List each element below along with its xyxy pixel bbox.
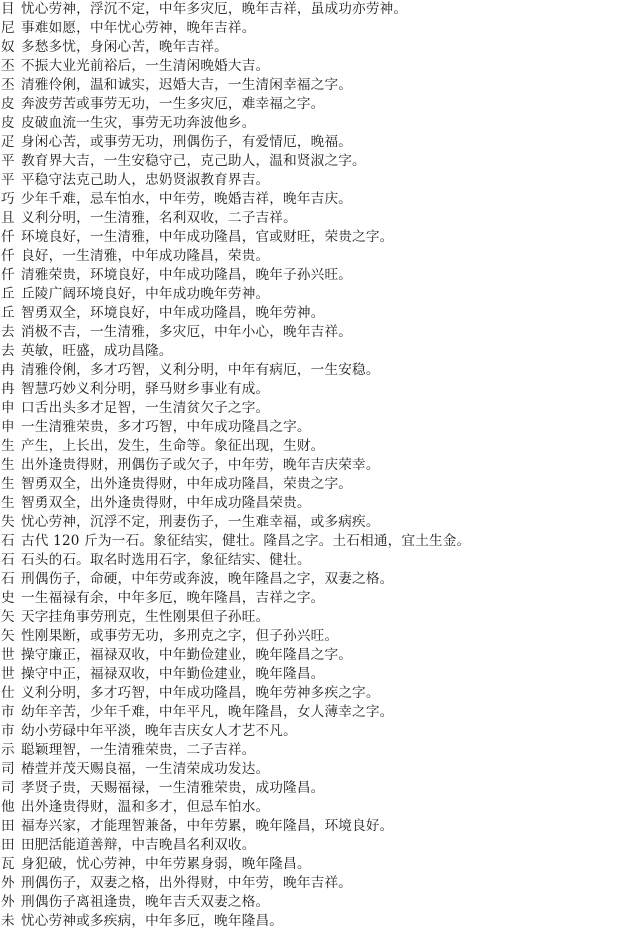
entry-character: 矢 [1,609,15,625]
entry-row [0,513,620,532]
entry-row [0,551,620,570]
entry-row [0,95,620,114]
entry-description: 清雅荣贵，环境良好，中年成功隆昌，晚年子孙兴旺。 [21,267,353,283]
entry-row [0,76,620,95]
entry-character: 去 [1,343,15,359]
entry-description: 刑偶伤子离祖逢贵，晚年吉夭双妻之格。 [21,894,270,910]
entry-character: 外 [1,894,15,910]
entry-character: 丘 [1,286,15,302]
entry-row [0,152,620,171]
entry-character: 皮 [1,115,15,131]
entry-character: 且 [1,210,15,226]
entry-character: 世 [1,666,15,682]
entry-description: 义利分明，多才巧智，中年成功隆昌，晚年劳神多疾之字。 [21,685,380,701]
entry-description: 天字挂角事劳刑克，生性刚果但子孙旺。 [21,609,270,625]
entry-row [0,247,620,266]
entry-description: 产生，上长出，发生，生命等。象征出现，生财。 [21,438,325,454]
entry-description: 良好，一生清雅，中年成功隆昌，荣贵。 [21,248,270,264]
entry-description: 教育界大吉，一生安稳守己，克己助人，温和贤淑之字。 [21,153,366,169]
entry-row [0,494,620,513]
entry-description: 孝贤子贵，天赐福禄，一生清雅荣贵，成功隆昌。 [21,780,325,796]
entry-row [0,855,620,874]
entry-character: 失 [1,514,15,530]
entry-description: 操守廉正，福禄双收，中年勤俭建业，晚年隆昌之字。 [21,647,353,663]
entry-row [0,0,620,19]
entry-row [0,741,620,760]
entry-description: 幼小劳碌中年平淡，晚年吉庆女人才艺不凡。 [21,723,297,739]
entry-description: 少年千难，忌车怕水，中年劳，晚婚吉祥，晚年吉庆。 [21,191,353,207]
entry-character: 申 [1,419,15,435]
entry-description: 椿萱并茂天赐良福，一生清荣成功发达。 [21,761,270,777]
entry-character: 外 [1,875,15,891]
entry-character: 田 [1,837,15,853]
entry-character: 石 [1,571,15,587]
entry-character: 生 [1,438,15,454]
entry-character: 仟 [1,229,15,245]
entry-character: 史 [1,590,15,606]
entry-character: 申 [1,400,15,416]
entry-character: 尼 [1,20,15,36]
entry-description: 义利分明，一生清雅，名利双收，二子吉祥。 [21,210,297,226]
entry-description: 忧心劳神，沉浮不定，刑妻伤子，一生难幸福，或多病疾。 [21,514,380,530]
entry-description: 忧心劳神或多疾病，中年多厄，晚年隆昌。 [21,913,284,929]
entry-character: 丘 [1,305,15,321]
entry-description: 一生福禄有余，中年多厄，晚年隆昌，吉祥之字。 [21,590,325,606]
entry-row [0,646,620,665]
entry-description: 不振大业光前裕后，一生清闲晚婚大吉。 [21,58,270,74]
entry-row [0,266,620,285]
entry-character: 示 [1,742,15,758]
entry-row [0,608,620,627]
entry-description: 口舌出头多才足智，一生清贫欠子之字。 [21,400,270,416]
entry-row [0,57,620,76]
entry-row [0,304,620,323]
entry-character: 他 [1,799,15,815]
entry-description: 出外逢贵得财，温和多才，但忌车怕水。 [21,799,270,815]
entry-character: 生 [1,476,15,492]
entry-row [0,874,620,893]
entry-description: 奔波劳苦或事劳无功，一生多灾厄，难幸福之字。 [21,96,325,112]
entry-row [0,570,620,589]
entry-character: 去 [1,324,15,340]
entry-description: 智勇双全，环境良好，中年成功隆昌，晚年劳神。 [21,305,325,321]
entry-character: 冉 [1,381,15,397]
entry-description: 平稳守法克己助人，忠奶贤淑教育界吉。 [21,172,270,188]
entry-description: 刑偶伤子，双妻之格，出外得财，中年劳，晚年吉祥。 [21,875,353,891]
entry-row [0,285,620,304]
entry-row [0,779,620,798]
entry-row [0,437,620,456]
entry-character: 石 [1,552,15,568]
entry-description: 聪颖理智，一生清雅荣贵，二子吉祥。 [21,742,256,758]
entry-description: 智慧巧妙义利分明，驿马财乡事业有成。 [21,381,270,397]
entry-description: 刑偶伤子，命硬，中年劳或奔波，晚年隆昌之字，双妻之格。 [21,571,394,587]
entry-character: 丕 [1,58,15,74]
entry-row [0,418,620,437]
entry-description: 智勇双全，出外逢贵得财，中年成功隆昌，荣贵之字。 [21,476,353,492]
entry-row [0,323,620,342]
entry-row [0,361,620,380]
entry-character: 市 [1,704,15,720]
entry-row [0,912,620,931]
entry-description: 忧心劳神，浮沉不定，中年多灾厄，晚年吉祥，虽成功亦劳神。 [21,1,408,17]
entry-description: 身闲心苦，或事劳无功，刑偶伤子，有爱情厄，晚福。 [21,134,353,150]
entry-character: 矢 [1,628,15,644]
entry-row [0,38,620,57]
entry-description: 福寿兴家，才能理智兼备，中年劳累，晚年隆昌，环境良好。 [21,818,394,834]
entry-description: 一生清雅荣贵，多才巧智，中年成功隆昌之字。 [21,419,311,435]
entry-row [0,760,620,779]
entry-row [0,703,620,722]
entry-character: 田 [1,818,15,834]
entry-description: 古代 120 斤为一石。象征结实，健壮。隆昌之字。土石相通，宜土生金。 [21,533,471,549]
entry-row [0,893,620,912]
entry-character: 石 [1,533,15,549]
entry-character: 司 [1,780,15,796]
entry-row [0,171,620,190]
entry-row [0,798,620,817]
entry-description: 田肥活能道善辩，中吉晚昌名利双收。 [21,837,256,853]
entry-character: 丕 [1,77,15,93]
entry-character: 未 [1,913,15,929]
entry-character: 仕 [1,685,15,701]
entry-row [0,722,620,741]
entry-description: 身犯破，忧心劳神，中年劳累身弱，晚年隆昌。 [21,856,311,872]
entry-character: 巧 [1,191,15,207]
entry-row [0,228,620,247]
entry-character: 疋 [1,134,15,150]
entry-description: 消极不吉，一生清雅，多灾厄，中年小心，晚年吉祥。 [21,324,353,340]
entry-description: 性刚果断，或事劳无功，多刑克之字，但子孙兴旺。 [21,628,339,644]
entry-description: 多愁多忧，身闲心苦，晚年吉祥。 [21,39,228,55]
entry-character: 仟 [1,267,15,283]
entry-description: 英敏，旺盛，成功昌隆。 [21,343,173,359]
entry-description: 皮破血流一生灾，事劳无功奔波他乡。 [21,115,256,131]
entry-description: 环境良好，一生清雅，中年成功隆昌，官或财旺，荣贵之字。 [21,229,394,245]
entry-row [0,456,620,475]
entry-character: 司 [1,761,15,777]
entry-row [0,399,620,418]
entry-character: 平 [1,172,15,188]
entry-character: 市 [1,723,15,739]
entry-row [0,133,620,152]
entry-description: 事难如愿，中年忧心劳神，晚年吉祥。 [21,20,256,36]
entry-row [0,475,620,494]
entry-description: 丘陵广阔环境良好，中年成功晚年劳神。 [21,286,270,302]
entry-character: 皮 [1,96,15,112]
entry-row [0,589,620,608]
entry-character: 目 [1,1,15,17]
entry-character: 生 [1,457,15,473]
entry-row [0,190,620,209]
entry-character: 世 [1,647,15,663]
entry-character: 生 [1,495,15,511]
entry-description: 清雅伶俐，温和诚实，迟婚大吉，一生清闲幸福之字。 [21,77,353,93]
entry-row [0,665,620,684]
entry-description: 幼年辛苦，少年千难，中年平凡，晚年隆昌，女人薄幸之字。 [21,704,394,720]
entry-character: 奴 [1,39,15,55]
entry-row [0,817,620,836]
entry-description: 出外逢贵得财，刑偶伤子或欠子，中年劳，晚年吉庆荣幸。 [21,457,380,473]
entry-row [0,380,620,399]
entry-row [0,836,620,855]
entry-description: 清雅伶俐，多才巧智，义利分明，中年有病厄，一生安稳。 [21,362,380,378]
entry-character: 冉 [1,362,15,378]
entry-character: 瓦 [1,856,15,872]
entry-description: 智勇双全，出外逢贵得财，中年成功隆昌荣贵。 [21,495,311,511]
entry-character: 仟 [1,248,15,264]
entry-row [0,209,620,228]
entry-row [0,532,620,551]
entry-row [0,19,620,38]
entry-row [0,342,620,361]
entry-description: 石头的石。取名时选用石字，象征结实、健壮。 [21,552,311,568]
entry-row [0,114,620,133]
entry-description: 操守中正，福禄双收，中年勤俭建业，晚年隆昌。 [21,666,325,682]
entry-character: 平 [1,153,15,169]
entry-row [0,627,620,646]
entry-row [0,684,620,703]
